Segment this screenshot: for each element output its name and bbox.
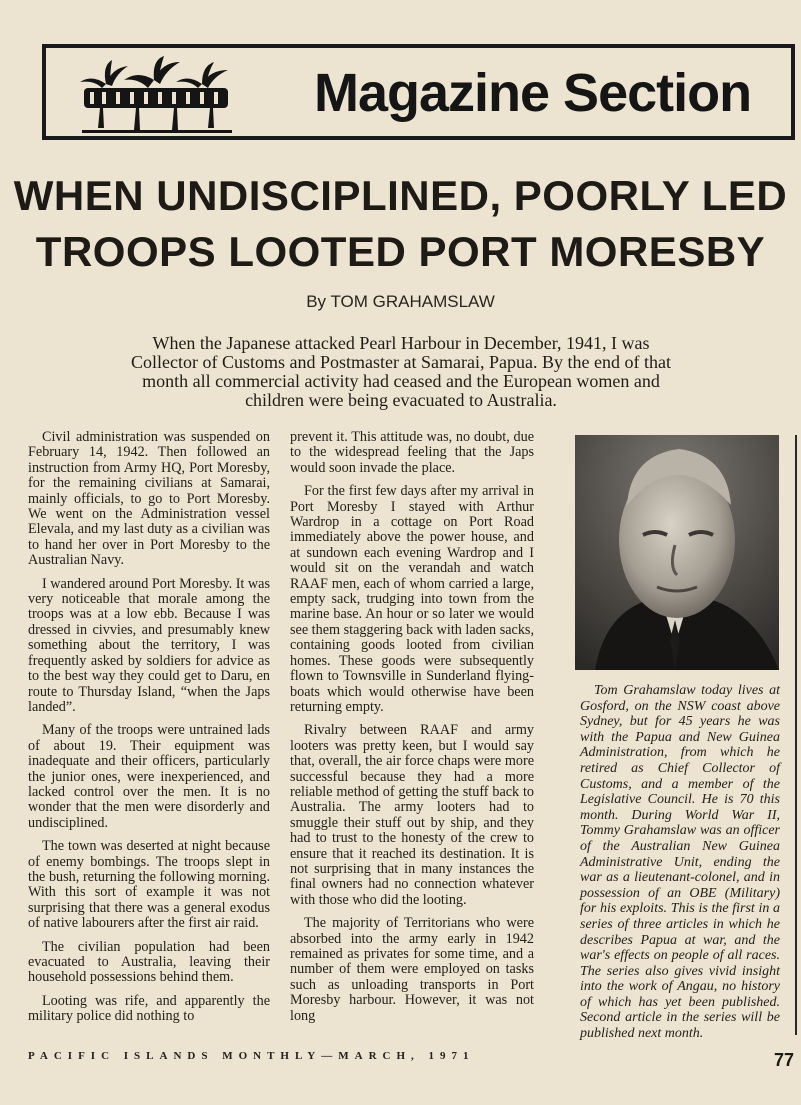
article-column-1 <box>28 430 270 1033</box>
paragraph: Looting was rife, and apparently the military police did nothing to <box>28 992 270 1025</box>
author-portrait <box>575 435 779 670</box>
paragraph: For the first few days after my arrival in Port Moresby I stayed with Arthur Wardrop in a cottage on Port Road immediately above the power house, and at sundown each evening Wardrop and I would sit on the verandah and watch RAAF men, each of whom carried a large, empty sack, trudging into town from the marine base. An hour or so later we would see them staggering back with laden sacks, containing goods looted from civilian homes. These goods were subsequently flown to Townsville in Sunderland flying-boats which would otherwise have been returning empty. <box>290 483 534 715</box>
paragraph: The town was deserted at night because of enemy bombings. The troops slept in the bush, returning the following morning. With this sort of example it was not surprising that there was a general exodus of native labourers after the first air raid. <box>28 838 270 932</box>
headline-line-1: WHEN UNDISCIPLINED, POORLY LED <box>13 172 788 219</box>
paragraph: Civil administration was suspended on February 14, 1942. Then followed an instruction from Army HQ, Port Moresby, for the remaining civilians at Samarai, mainly officials, to go to Port Moresby. We went on the Administration vessel Elevala, and my last duty as a civilian was to hand her over in Port Moresby to the Australian Navy. <box>28 429 270 569</box>
page-number: 77 <box>774 1050 795 1070</box>
byline: By TOM GRAHAMSLAW <box>306 292 495 311</box>
publication-footer: PACIFIC ISLANDS MONTHLY—MARCH, 1971 <box>28 1050 475 1062</box>
headline <box>0 168 801 280</box>
intro-paragraph: When the Japanese attacked Pearl Harbour in December, 1941, I was Collector of Customs and Postmaster at Samarai, Papua. By the end of that month all commercial activity had ceased and the European women and children were being evacuated to Australia. <box>131 333 671 410</box>
section-title: Magazine Section <box>314 63 752 123</box>
paragraph: The civilian population had been evacuated to Australia, leaving their household possessions behind them. <box>28 938 270 986</box>
paragraph: I wandered around Port Moresby. It was very noticeable that morale among the troops was at a low ebb. Because I was dressed in civvies, and presumably knew something about the territory, I was frequently asked by soldiers for advice as to the best way they could get to Daru, en route to Thursday Island, “when the Japs landed”. <box>28 575 270 715</box>
masthead <box>42 44 795 140</box>
article-column-2 <box>290 430 534 1032</box>
portrait-photo-icon <box>575 435 779 670</box>
photo-caption: Tom Grahamslaw today lives at Gosford, on the NSW coast above Sydney, but for 45 years he was with the Papua and New Guinea Administration, from which he retired as Chief Collector of Customs, and a member of the Legislative Council. He is 70 this month. During World War II, Tommy Grahamslaw was an officer of the Australian New Guinea Administrative Unit, ending the war as a lieutenant-colonel, and in possession of an OBE (Military) for his exploits. This is the first in a series of three articles in which he describes Papua at war, and the war's effects on people of all races. The series also gives vivid insight into the work of Angau, no history of which has yet been published. Second article in the series will be published next month. <box>580 683 780 1042</box>
paragraph: Rivalry between RAAF and army looters was pretty keen, but I would say that, overall, the air force chaps were more successful because they had a more reliable method of getting the stuff back to Australia. The army looters had to smuggle their stuff out by ship, and they had to trust to the honesty of the crew to ensure that it reached its destination. It is not surprising that in many instances the final owners had no connection whatever with those who did the looting. <box>290 722 534 908</box>
palm-trees-icon <box>76 54 236 134</box>
paragraph: Many of the troops were untrained lads of about 19. Their equipment was inadequate and their officers, particularly the junior ones, were inexperienced, and lacked control over the men. It is no wonder that the men were disorderly and undisciplined. <box>28 722 270 831</box>
sidebar-rule <box>795 435 797 1035</box>
paragraph: The majority of Territorians who were absorbed into the army early in 1942 remained as privates for some time, and a number of them were employed on tasks such as unloading transports in Port Moresby harbour. However, it was not long <box>290 915 534 1024</box>
paragraph: prevent it. This attitude was, no doubt, due to the widespread feeling that the Japs would soon invade the place. <box>290 429 534 476</box>
headline-line-2: TROOPS LOOTED PORT MORESBY <box>35 228 766 275</box>
